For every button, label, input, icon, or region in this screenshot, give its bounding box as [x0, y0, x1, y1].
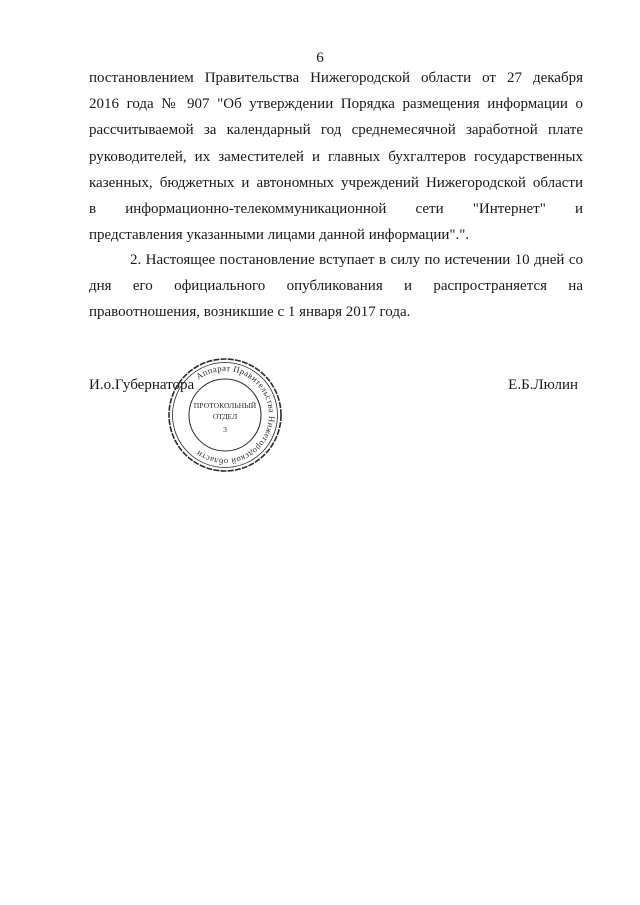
stamp-center-line2: ОТДЕЛ [212, 412, 238, 421]
paragraph-effective-date [89, 247, 583, 326]
stamp-center-number: 3 [223, 425, 227, 434]
stamp-center-line1: ПРОТОКОЛЬНЫЙ [193, 401, 257, 410]
text-line: казенных, бюджетных и автономных учреждений Нижегородской области [89, 174, 583, 191]
text-line: представления указанными лицами данной информации".". [89, 227, 470, 244]
official-stamp [165, 355, 285, 475]
text-line: в информационно-телекоммуникационной сети "Интернет" и [89, 201, 583, 218]
signatory-position: И.о.Губернатора [89, 377, 195, 393]
signatory-name: Е.Б.Люлин [508, 377, 578, 393]
paragraph-continuation [89, 65, 583, 248]
text-line: дня его официального опубликования и распространяется на [89, 278, 583, 295]
text-line: постановлением Правительства Нижегородской области от 27 декабря [89, 70, 583, 86]
text-line: 2. Настоящее постановление вступает в силу по истечении 10 дней со [130, 252, 583, 268]
text-line: 2016 года № 907 "Об утверждении Порядка размещения информации о [89, 96, 583, 113]
text-line: рассчитываемой за календарный год среднемесячной заработной плате [89, 122, 583, 139]
text-line: правоотношения, возникшие с 1 января 2017 года. [89, 304, 411, 321]
page-number: 6 [316, 50, 324, 66]
stamp-ring-text: Аппарат Правительства Нижегородской области [194, 362, 278, 468]
text-line: руководителей, их заместителей и главных бухгалтеров государственных [89, 148, 583, 165]
